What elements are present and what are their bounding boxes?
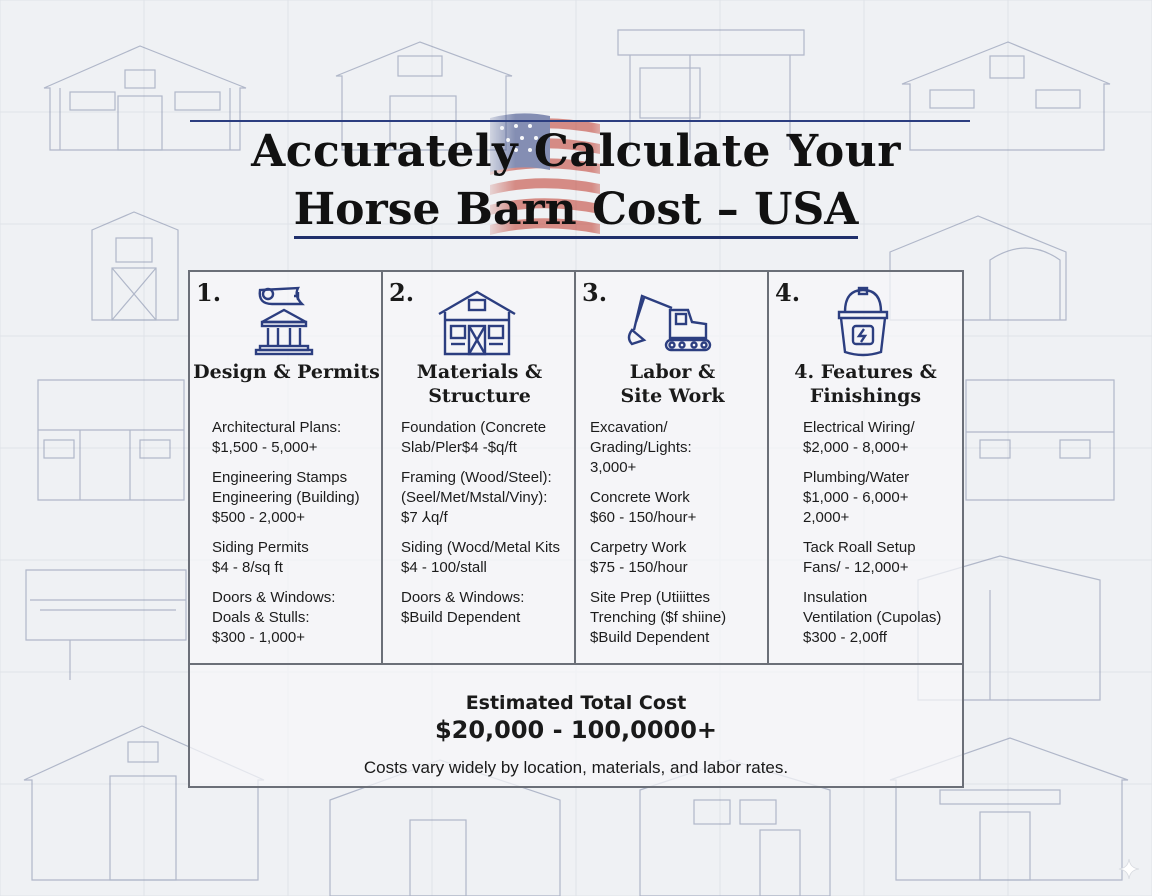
barn-icon: [429, 282, 525, 362]
item-line: $300 - 1,000+: [212, 629, 305, 646]
list-item: [803, 538, 973, 578]
list-item: [590, 588, 760, 648]
item-line: Ventilation (Cupolas): [803, 609, 942, 626]
list-item: [803, 418, 973, 458]
list-item: [803, 468, 973, 528]
item-line: Engineering Stamps: [212, 469, 348, 486]
list-item: [590, 538, 760, 578]
heading-line: Site Work: [620, 385, 725, 407]
heading-line: 4. Features &: [794, 361, 937, 383]
heading-line: Structure: [428, 385, 531, 407]
item-line: Insulation: [803, 589, 868, 606]
item-line: Framing (Wood/Steel):: [401, 469, 552, 486]
excavator-icon: [622, 282, 718, 362]
list-item: [590, 488, 760, 528]
item-line: Trenching ($f shiine): [590, 609, 727, 626]
title-rule: [190, 120, 970, 122]
item-line: Siding Permits: [212, 539, 309, 556]
item-list: [803, 418, 973, 658]
heading-line: Finishings: [809, 385, 922, 407]
item-line: Doors & Windows:: [401, 589, 525, 606]
heading-line: Design & Permits: [193, 361, 380, 383]
item-line: Doals & Stulls:: [212, 609, 310, 626]
total-cost-section: [190, 692, 962, 778]
list-item: [401, 538, 571, 578]
total-cost-value: $20,000 - 100,0000+: [434, 716, 718, 744]
column-materials-structure: [383, 272, 576, 665]
column-number: 2.: [389, 278, 415, 307]
item-line: Foundation (Concrete: [401, 419, 547, 436]
bucket-helmet-icon: [815, 282, 911, 362]
item-line: $1,500 - 5,000+: [212, 439, 318, 456]
list-item: [590, 418, 760, 478]
item-line: $2,000 - 8,000+: [803, 439, 909, 456]
item-line: Plumbing/Water: [803, 469, 910, 486]
column-labor-site-work: [576, 272, 769, 665]
cost-breakdown-card: [188, 270, 964, 788]
item-line: Slab/Pler$4 -$q/ft: [401, 439, 517, 456]
title-line-2-text: Horse Barn Cost – USA: [294, 184, 859, 239]
column-heading: [769, 360, 962, 408]
list-item: [401, 588, 571, 628]
list-item: [212, 468, 382, 528]
item-line: Engineering (Building): [212, 489, 360, 506]
item-line: $Build Dependent: [590, 629, 710, 646]
item-line: $1,000 - 6,000+: [803, 489, 909, 506]
list-item: [803, 588, 973, 648]
heading-line: Labor &: [629, 361, 716, 383]
item-line: Tack Roall Setup: [803, 539, 916, 556]
list-item: [212, 538, 382, 578]
item-line: (Seel/Met/Mstal/Viny):: [401, 489, 548, 506]
item-line: Carpetry Work: [590, 539, 687, 556]
item-line: Concrete Work: [590, 489, 690, 506]
column-heading: [383, 360, 576, 408]
item-line: Doors & Windows:: [212, 589, 336, 606]
sparkle-icon: [1118, 858, 1140, 880]
column-design-permits: [190, 272, 383, 665]
list-item: [401, 468, 571, 528]
column-heading: [190, 360, 383, 384]
item-list: [212, 418, 382, 658]
item-line: Architectural Plans:: [212, 419, 342, 436]
page-title: [0, 124, 1152, 238]
item-line: $4 - 100/stall: [401, 559, 487, 576]
item-line: $300 - 2,00ff: [803, 629, 887, 646]
cost-columns: [190, 272, 962, 665]
heading-line: Materials &: [416, 361, 543, 383]
blueprint-bank-icon: [236, 282, 332, 362]
item-line: 2,000+: [803, 509, 850, 526]
total-cost-note: Costs vary widely by location, materials, and labor rates.: [363, 758, 789, 777]
item-line: $75 - 150/hour: [590, 559, 688, 576]
total-cost-label: Estimated Total Cost: [465, 692, 687, 714]
item-line: 3,000+: [590, 459, 637, 476]
title-line-2: [0, 182, 1152, 238]
title-line-1: Accurately Calculate Your: [251, 126, 901, 177]
item-line: Excavation/: [590, 419, 668, 436]
column-number: 1.: [196, 278, 222, 307]
column-number: 3.: [582, 278, 608, 307]
item-line: $7 ⅄q/f: [401, 509, 448, 526]
item-line: $Build Dependent: [401, 609, 521, 626]
list-item: [212, 418, 382, 458]
item-line: $60 - 150/hour+: [590, 509, 697, 526]
item-line: Electrical Wiring/: [803, 419, 915, 436]
list-item: [212, 588, 382, 648]
item-line: Fans/ - 12,000+: [803, 559, 909, 576]
item-line: $500 - 2,000+: [212, 509, 305, 526]
item-line: Grading/Lights:: [590, 439, 692, 456]
column-heading: [576, 360, 769, 408]
item-line: Siding (Wocd/Metal Kits: [401, 539, 560, 556]
item-list: [401, 418, 571, 638]
column-number: 4.: [775, 278, 801, 307]
item-list: [590, 418, 760, 658]
item-line: Site Prep (Utiiittes: [590, 589, 711, 606]
item-line: $4 - 8/sq ft: [212, 559, 283, 576]
list-item: [401, 418, 571, 458]
column-features-finishings: [769, 272, 962, 665]
